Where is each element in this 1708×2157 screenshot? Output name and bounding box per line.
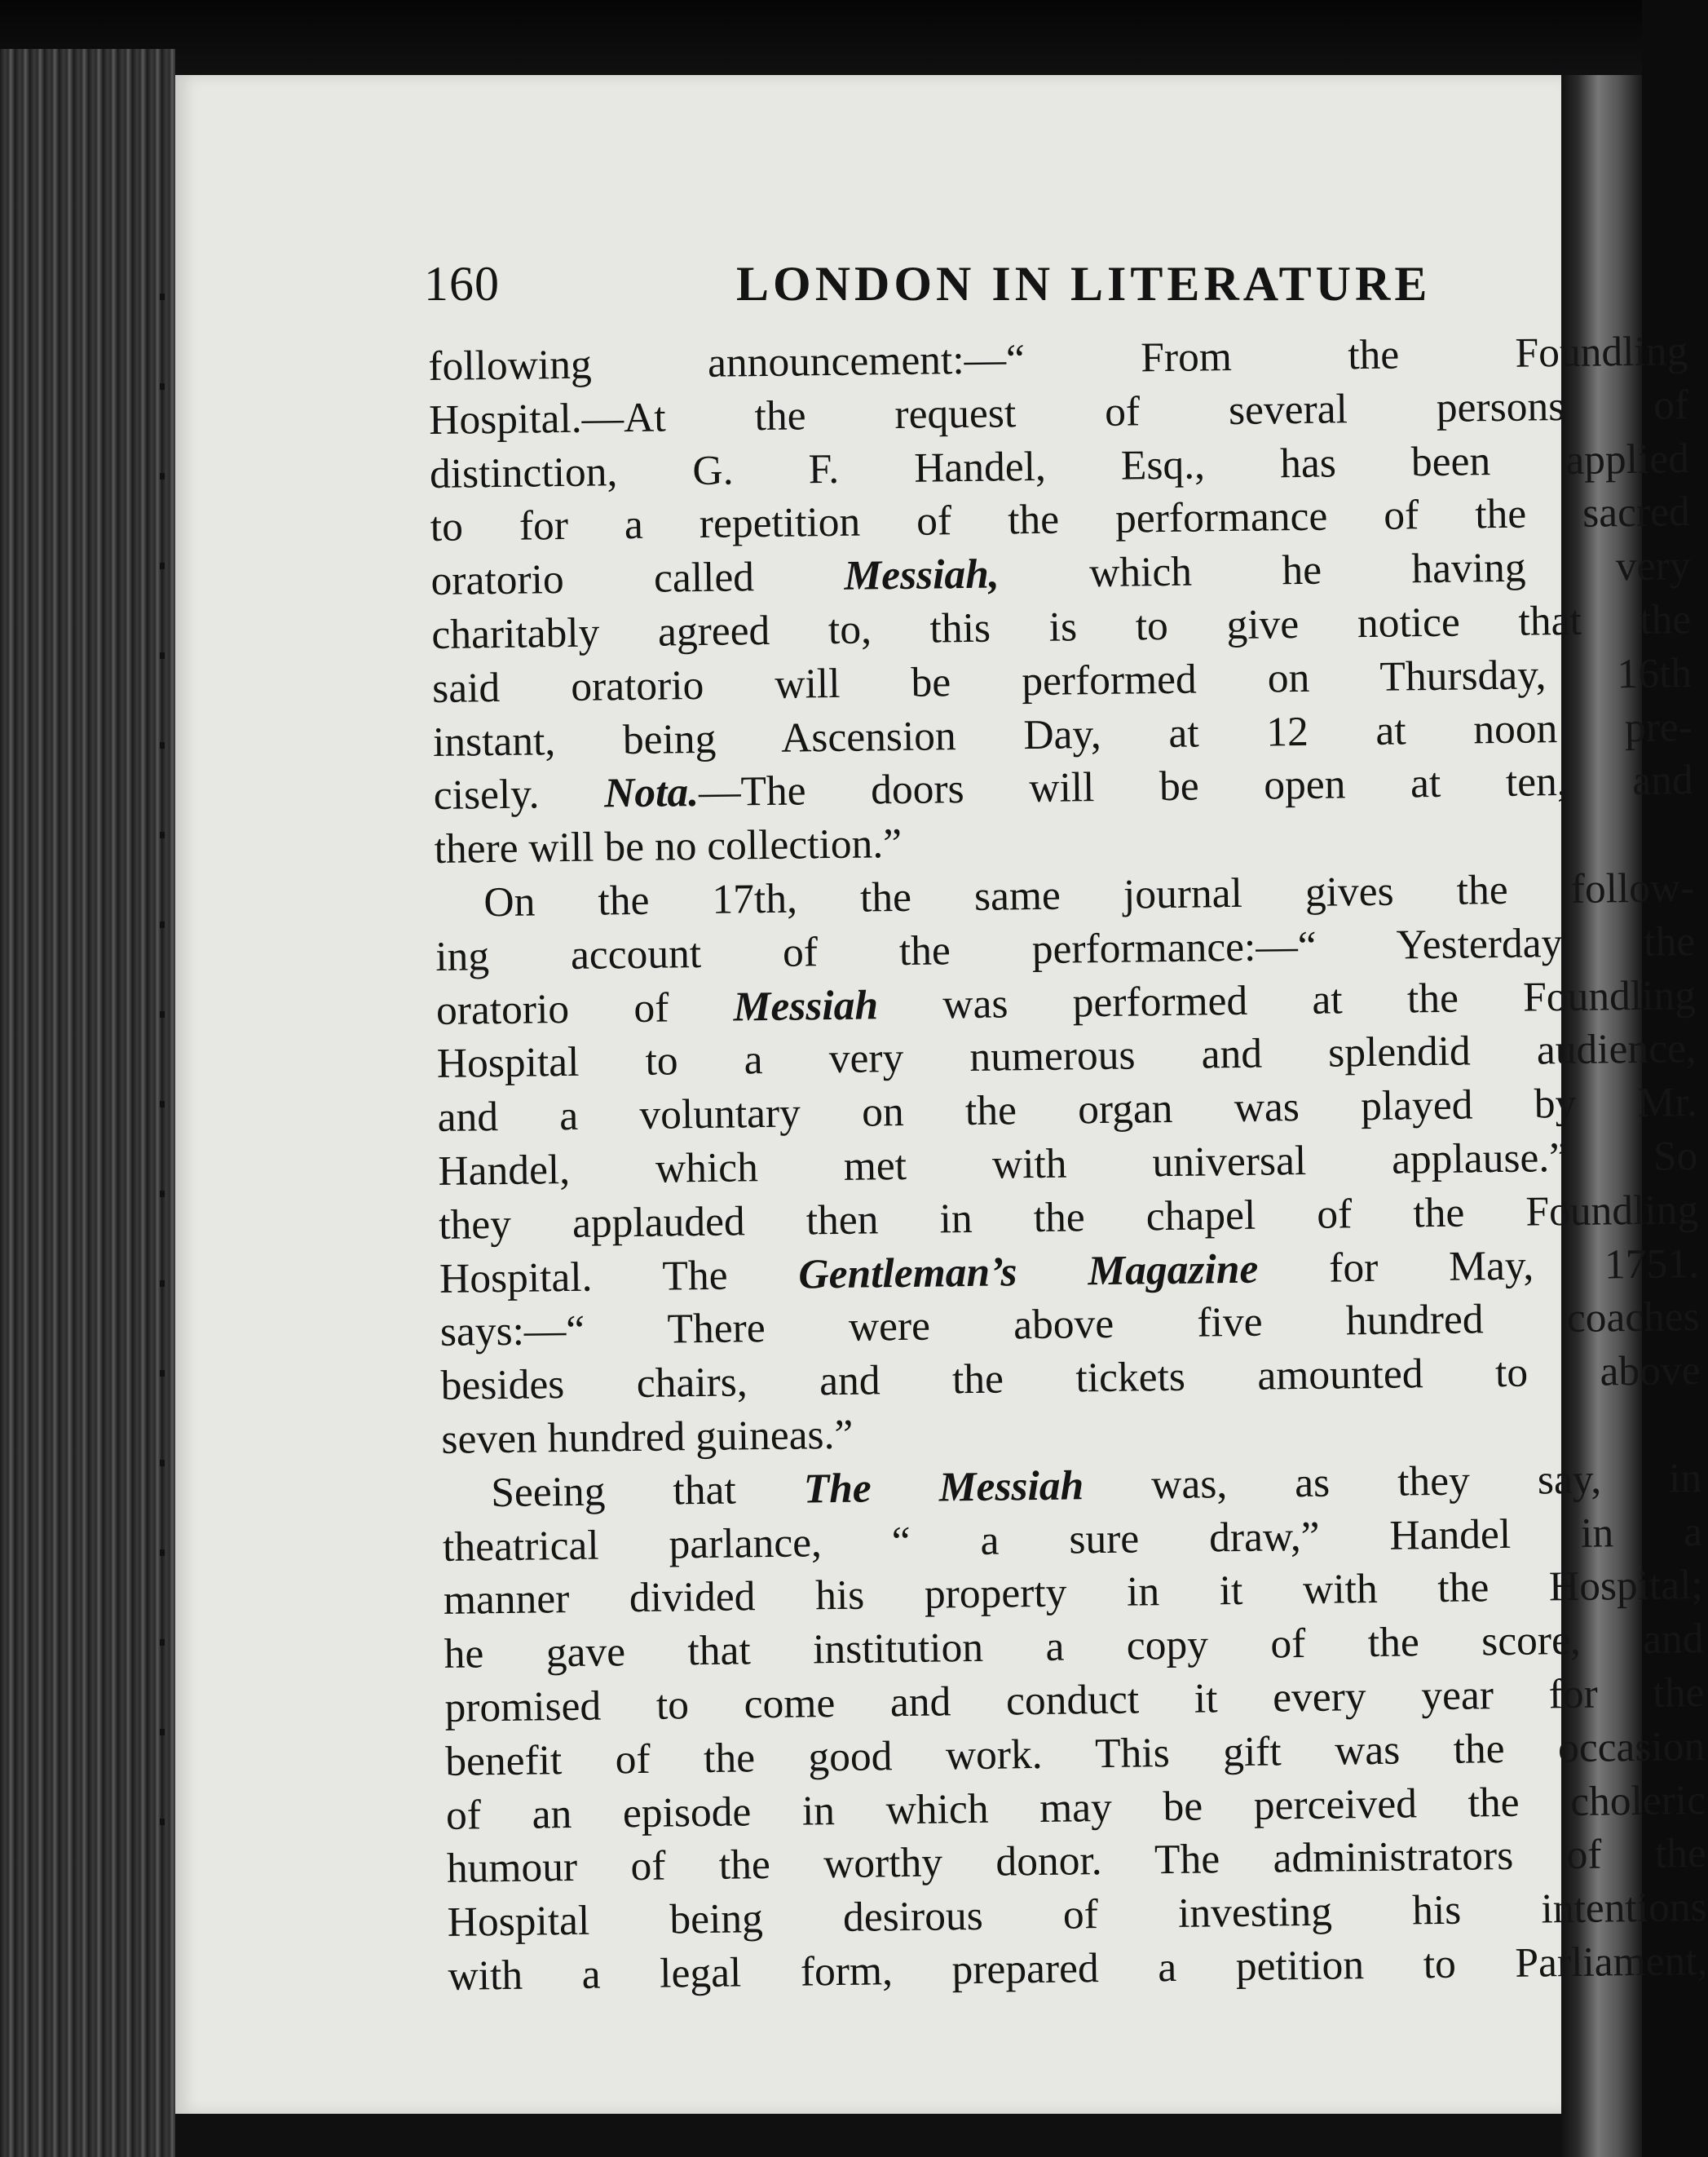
text-line: manner divided his property in it with the Hospital;: [443, 1562, 1704, 1624]
page-header: [175, 256, 1561, 329]
text-line: instant, being Ascension Day, at 12 at noon pre-: [432, 703, 1693, 766]
running-title: LONDON IN LITERATURE: [736, 257, 1432, 311]
text-line: there will be no collection.”: [434, 820, 903, 873]
page-number: 160: [424, 257, 500, 311]
text-line: with a legal form, prepared a petition to Parliament,: [448, 1937, 1708, 2000]
text-line: Hospital. The Gentleman’s Magazine for May, 1751.: [439, 1240, 1700, 1302]
text-line: promised to come and conduct it every year for the: [444, 1669, 1705, 1731]
book-page: [175, 75, 1708, 2114]
text-line: of an episode in which may be perceived the choleric: [445, 1776, 1706, 1839]
gutter-mark: [160, 742, 165, 749]
text-line: Hospital.—At the request of several persons of: [428, 381, 1689, 444]
text-line: he gave that institution a copy of the score, and: [444, 1616, 1704, 1678]
body-text: [428, 325, 1708, 2003]
text-line: besides chairs, and the tickets amounted to above: [440, 1347, 1701, 1410]
text-line: and a voluntary on the organ was played by Mr.: [437, 1079, 1697, 1142]
gutter-mark: [160, 383, 165, 390]
text-line: ing account of the performance:—“ Yesterday the: [435, 917, 1696, 980]
text-line: theatrical parlance, “ a sure draw,” Handel in a: [442, 1508, 1703, 1571]
gutter-mark: [160, 922, 165, 928]
italic-title: Messiah: [733, 981, 879, 1031]
scan-top-border: [0, 0, 1642, 77]
gutter-mark: [160, 832, 165, 838]
gutter-mark: [160, 1549, 165, 1556]
text-line: seven hundred guineas.”: [441, 1411, 854, 1463]
text-line: oratorio called Messiah, which he having very: [430, 542, 1691, 605]
gutter-mark: [160, 294, 165, 300]
text-line: charitably agreed to, this is to give notice that the: [431, 596, 1692, 658]
text-line: Handel, which met with universal applause.” So: [438, 1133, 1698, 1195]
gutter-mark: [160, 473, 165, 480]
text-line: says:—“ There were above five hundred coaches: [439, 1293, 1701, 1356]
text-line: following announcement:—“ From the Foundling: [428, 328, 1688, 390]
text-line: distinction, G. F. Handel, Esq., has been applied: [429, 435, 1690, 497]
gutter-mark: [160, 1729, 165, 1735]
text-line: humour of the worthy donor. The administrators of the: [446, 1830, 1707, 1893]
text-line: said oratorio will be performed on Thursday, 16th: [431, 649, 1693, 712]
book-binding-gutter: [0, 49, 175, 2157]
gutter-mark: [160, 1639, 165, 1646]
italic-title: Nota.: [603, 769, 700, 817]
italic-title: Messiah,: [844, 550, 1000, 599]
gutter-mark: [160, 1280, 165, 1287]
gutter-mark: [160, 1460, 165, 1466]
gutter-mark: [160, 1011, 165, 1018]
gutter-mark: [160, 1819, 165, 1825]
text-line: Hospital to a very numerous and splendid audience,: [436, 1025, 1697, 1088]
gutter-mark: [160, 1191, 165, 1197]
text-line: On the 17th, the same journal gives the follow-: [483, 864, 1695, 926]
italic-title: Gentleman’s Magazine: [798, 1245, 1259, 1298]
gutter-mark: [160, 563, 165, 569]
text-line: Hospital being desirous of investing his intentions: [447, 1884, 1707, 1946]
text-line: benefit of the good work. This gift was the occasion: [444, 1722, 1706, 1785]
gutter-mark: [160, 652, 165, 659]
scan-bottom-border: [175, 2114, 1561, 2157]
text-line: they applauded then in the chapel of the Foundling: [438, 1186, 1699, 1249]
gutter-mark: [160, 1370, 165, 1377]
text-line: cisely. Nota.—The doors will be open at ten, and: [433, 757, 1694, 820]
text-line: Seeing that The Messiah was, as they say, in: [490, 1454, 1702, 1516]
text-line: to for a repetition of the performance of the sacred: [430, 488, 1691, 551]
text-line: oratorio of Messiah was performed at the Foundling: [435, 971, 1697, 1034]
gutter-mark: [160, 1101, 165, 1107]
italic-title: The Messiah: [803, 1462, 1084, 1513]
